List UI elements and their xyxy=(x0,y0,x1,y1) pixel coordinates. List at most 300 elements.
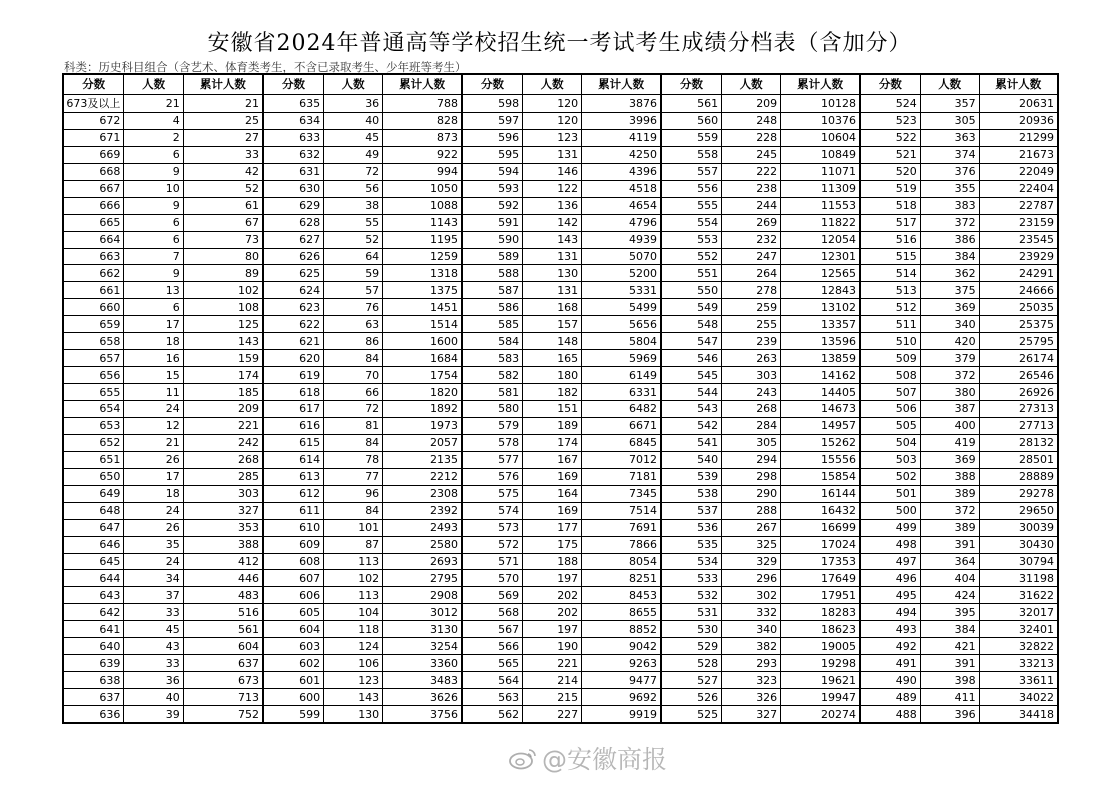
cumulative-cell: 1318 xyxy=(382,265,461,281)
table-row xyxy=(861,485,1057,502)
table-row xyxy=(463,180,660,197)
count-cell: 2 xyxy=(123,130,182,146)
score-cell: 666 xyxy=(99,199,121,213)
count-cell: 102 xyxy=(323,570,382,586)
cumulative-cell: 388 xyxy=(183,537,262,553)
count-cell: 148 xyxy=(522,333,581,349)
score-cell: 566 xyxy=(498,639,520,653)
count-cell: 238 xyxy=(721,181,780,197)
table-row xyxy=(463,654,660,671)
table-row xyxy=(64,163,262,180)
score-cell: 558 xyxy=(697,148,719,162)
score-cell: 648 xyxy=(99,504,121,518)
cumulative-cell: 353 xyxy=(183,520,262,536)
score-cell: 649 xyxy=(99,487,121,501)
table-row xyxy=(264,434,461,451)
table-header-row xyxy=(861,75,1057,95)
score-cell: 549 xyxy=(697,300,719,314)
table-row xyxy=(463,315,660,332)
count-cell: 424 xyxy=(920,587,979,603)
score-cell: 535 xyxy=(697,538,719,552)
count-cell: 395 xyxy=(920,604,979,620)
cumulative-cell: 52 xyxy=(183,181,262,197)
score-cell: 661 xyxy=(99,283,121,297)
score-cell: 631 xyxy=(299,165,321,179)
table-row xyxy=(64,637,262,654)
column-header: 人数 xyxy=(123,75,182,94)
table-row xyxy=(861,112,1057,129)
count-cell: 43 xyxy=(123,638,182,654)
cumulative-cell: 24666 xyxy=(979,282,1057,298)
count-cell: 130 xyxy=(323,706,382,722)
cumulative-cell: 23929 xyxy=(979,249,1057,265)
count-cell: 123 xyxy=(522,130,581,146)
table-row xyxy=(463,281,660,298)
score-cell: 568 xyxy=(498,605,520,619)
score-cell: 589 xyxy=(498,249,520,263)
table-row xyxy=(662,315,859,332)
score-cell: 628 xyxy=(299,216,321,230)
count-cell: 326 xyxy=(721,689,780,705)
cumulative-cell: 28132 xyxy=(979,435,1057,451)
table-row xyxy=(264,688,461,705)
cumulative-cell: 22787 xyxy=(979,198,1057,214)
table-row xyxy=(662,112,859,129)
count-cell: 4 xyxy=(123,113,182,129)
table-row xyxy=(64,231,262,248)
count-cell: 243 xyxy=(721,384,780,400)
table-row xyxy=(64,129,262,146)
count-cell: 391 xyxy=(920,655,979,671)
count-cell: 55 xyxy=(323,215,382,231)
score-cell: 580 xyxy=(498,402,520,416)
count-cell: 40 xyxy=(323,113,382,129)
cumulative-cell: 30039 xyxy=(979,520,1057,536)
count-cell: 39 xyxy=(123,706,182,722)
table-row xyxy=(264,637,461,654)
cumulative-cell: 143 xyxy=(183,333,262,349)
cumulative-cell: 32401 xyxy=(979,621,1057,637)
table-row xyxy=(264,536,461,553)
score-cell: 563 xyxy=(498,690,520,704)
score-cell: 668 xyxy=(99,165,121,179)
score-cell: 613 xyxy=(299,470,321,484)
score-cell: 501 xyxy=(895,487,917,501)
count-cell: 384 xyxy=(920,249,979,265)
cumulative-cell: 15854 xyxy=(780,469,859,485)
count-cell: 84 xyxy=(323,503,382,519)
count-cell: 45 xyxy=(323,130,382,146)
cumulative-cell: 20274 xyxy=(780,706,859,722)
score-cell: 553 xyxy=(697,233,719,247)
cumulative-cell: 6845 xyxy=(581,435,660,451)
cumulative-cell: 25795 xyxy=(979,333,1057,349)
cumulative-cell: 10376 xyxy=(780,113,859,129)
table-row xyxy=(264,112,461,129)
score-cell: 629 xyxy=(299,199,321,213)
score-cell: 634 xyxy=(299,114,321,128)
score-cell: 488 xyxy=(895,707,917,721)
cumulative-cell: 32822 xyxy=(979,638,1057,654)
cumulative-cell: 22049 xyxy=(979,164,1057,180)
table-row xyxy=(463,349,660,366)
table-row xyxy=(662,231,859,248)
cumulative-cell: 34418 xyxy=(979,706,1057,722)
count-cell: 24 xyxy=(123,401,182,417)
table-row xyxy=(264,705,461,722)
table-row xyxy=(662,400,859,417)
table-row xyxy=(264,451,461,468)
cumulative-cell: 327 xyxy=(183,503,262,519)
table-row xyxy=(64,519,262,536)
cumulative-cell: 16699 xyxy=(780,520,859,536)
score-cell: 636 xyxy=(99,707,121,721)
count-cell: 197 xyxy=(522,570,581,586)
score-cell: 590 xyxy=(498,233,520,247)
score-cell: 672 xyxy=(99,114,121,128)
column-header: 人数 xyxy=(721,75,780,94)
count-cell: 357 xyxy=(920,95,979,112)
cumulative-cell: 31198 xyxy=(979,570,1057,586)
table-row xyxy=(264,248,461,265)
cumulative-cell: 80 xyxy=(183,249,262,265)
table-row xyxy=(463,586,660,603)
table-row xyxy=(64,180,262,197)
cumulative-cell: 2493 xyxy=(382,520,461,536)
table-row xyxy=(861,637,1057,654)
cumulative-cell: 2908 xyxy=(382,587,461,603)
table-row xyxy=(662,502,859,519)
table-row xyxy=(662,468,859,485)
count-cell: 10 xyxy=(123,181,182,197)
score-cell: 637 xyxy=(99,690,121,704)
table-row xyxy=(64,485,262,502)
count-cell: 168 xyxy=(522,299,581,315)
table-row xyxy=(264,400,461,417)
cumulative-cell: 13102 xyxy=(780,299,859,315)
table-row xyxy=(861,129,1057,146)
column-header: 累计人数 xyxy=(183,75,262,94)
count-cell: 106 xyxy=(323,655,382,671)
cumulative-cell: 25035 xyxy=(979,299,1057,315)
count-cell: 59 xyxy=(323,265,382,281)
cumulative-cell: 25375 xyxy=(979,316,1057,332)
cumulative-cell: 15262 xyxy=(780,435,859,451)
cumulative-cell: 446 xyxy=(183,570,262,586)
score-cell: 564 xyxy=(498,673,520,687)
count-cell: 269 xyxy=(721,215,780,231)
count-cell: 72 xyxy=(323,401,382,417)
table-row xyxy=(463,231,660,248)
cumulative-cell: 31622 xyxy=(979,587,1057,603)
table-row xyxy=(264,332,461,349)
table-row xyxy=(861,264,1057,281)
score-cell: 644 xyxy=(99,571,121,585)
table-row xyxy=(861,315,1057,332)
table-row xyxy=(264,519,461,536)
cumulative-cell: 828 xyxy=(382,113,461,129)
score-cell: 657 xyxy=(99,351,121,365)
count-cell: 372 xyxy=(920,215,979,231)
cumulative-cell: 26926 xyxy=(979,384,1057,400)
score-cell: 617 xyxy=(299,402,321,416)
cumulative-cell: 10604 xyxy=(780,130,859,146)
count-cell: 18 xyxy=(123,333,182,349)
cumulative-cell: 7691 xyxy=(581,520,660,536)
table-row xyxy=(463,688,660,705)
table-row xyxy=(64,298,262,315)
table-row xyxy=(463,451,660,468)
table-row xyxy=(662,519,859,536)
cumulative-cell: 3012 xyxy=(382,604,461,620)
table-row xyxy=(463,603,660,620)
score-cell: 505 xyxy=(895,419,917,433)
cumulative-cell: 673 xyxy=(183,672,262,688)
score-cell: 604 xyxy=(299,622,321,636)
table-row xyxy=(662,332,859,349)
score-cell: 606 xyxy=(299,588,321,602)
table-row xyxy=(861,586,1057,603)
count-cell: 340 xyxy=(721,621,780,637)
score-cell: 510 xyxy=(895,334,917,348)
score-cell: 592 xyxy=(498,199,520,213)
count-cell: 34 xyxy=(123,570,182,586)
count-cell: 389 xyxy=(920,486,979,502)
cumulative-cell: 7514 xyxy=(581,503,660,519)
cumulative-cell: 21 xyxy=(183,95,262,112)
cumulative-cell: 4396 xyxy=(581,164,660,180)
table-row xyxy=(264,553,461,570)
score-cell: 517 xyxy=(895,216,917,230)
count-cell: 245 xyxy=(721,147,780,163)
table-row xyxy=(463,553,660,570)
cumulative-cell: 6671 xyxy=(581,418,660,434)
count-cell: 17 xyxy=(123,469,182,485)
cumulative-cell: 2693 xyxy=(382,554,461,570)
cumulative-cell: 27713 xyxy=(979,418,1057,434)
cumulative-cell: 752 xyxy=(183,706,262,722)
count-cell: 278 xyxy=(721,282,780,298)
count-cell: 298 xyxy=(721,469,780,485)
table-row xyxy=(861,146,1057,163)
cumulative-cell: 159 xyxy=(183,350,262,366)
cumulative-cell: 604 xyxy=(183,638,262,654)
table-row xyxy=(861,569,1057,586)
cumulative-cell: 3876 xyxy=(581,95,660,112)
score-cell: 609 xyxy=(299,538,321,552)
cumulative-cell: 1050 xyxy=(382,181,461,197)
cumulative-cell: 2308 xyxy=(382,486,461,502)
table-row xyxy=(861,180,1057,197)
count-cell: 131 xyxy=(522,282,581,298)
cumulative-cell: 8655 xyxy=(581,604,660,620)
count-cell: 215 xyxy=(522,689,581,705)
table-row xyxy=(662,620,859,637)
score-cell: 663 xyxy=(99,249,121,263)
column-header: 累计人数 xyxy=(581,75,660,94)
score-distribution-table xyxy=(62,73,1059,724)
score-cell: 544 xyxy=(697,385,719,399)
count-cell: 248 xyxy=(721,113,780,129)
column-header: 分数 xyxy=(878,77,902,91)
table-row xyxy=(264,620,461,637)
table-header-row xyxy=(64,75,262,95)
cumulative-cell: 26174 xyxy=(979,350,1057,366)
table-row xyxy=(264,231,461,248)
score-cell: 507 xyxy=(895,385,917,399)
cumulative-cell: 1375 xyxy=(382,282,461,298)
cumulative-cell: 14957 xyxy=(780,418,859,434)
score-cell: 542 xyxy=(697,419,719,433)
table-row xyxy=(662,298,859,315)
score-cell: 552 xyxy=(697,249,719,263)
count-cell: 101 xyxy=(323,520,382,536)
table-row xyxy=(861,705,1057,722)
count-cell: 104 xyxy=(323,604,382,620)
count-cell: 169 xyxy=(522,469,581,485)
table-row xyxy=(861,620,1057,637)
score-cell: 621 xyxy=(299,334,321,348)
score-cell: 556 xyxy=(697,182,719,196)
score-cell: 650 xyxy=(99,470,121,484)
cumulative-cell: 28501 xyxy=(979,452,1057,468)
count-cell: 6 xyxy=(123,232,182,248)
table-row xyxy=(64,315,262,332)
cumulative-cell: 242 xyxy=(183,435,262,451)
cumulative-cell: 17951 xyxy=(780,587,859,603)
column-header: 累计人数 xyxy=(382,75,461,94)
table-row xyxy=(264,671,461,688)
count-cell: 13 xyxy=(123,282,182,298)
score-cell: 532 xyxy=(697,588,719,602)
score-cell: 533 xyxy=(697,571,719,585)
cumulative-cell: 1088 xyxy=(382,198,461,214)
score-cell: 497 xyxy=(895,555,917,568)
score-cell: 490 xyxy=(895,673,917,687)
count-cell: 21 xyxy=(123,435,182,451)
count-cell: 177 xyxy=(522,520,581,536)
count-cell: 202 xyxy=(522,587,581,603)
table-row xyxy=(662,536,859,553)
table-row xyxy=(64,214,262,231)
table-row xyxy=(662,163,859,180)
cumulative-cell: 873 xyxy=(382,130,461,146)
score-cell: 651 xyxy=(99,453,121,467)
count-cell: 76 xyxy=(323,299,382,315)
count-cell: 26 xyxy=(123,452,182,468)
cumulative-cell: 14405 xyxy=(780,384,859,400)
score-cell: 633 xyxy=(299,131,321,145)
table-row xyxy=(662,671,859,688)
cumulative-cell: 2580 xyxy=(382,537,461,553)
score-cell: 559 xyxy=(697,131,719,145)
score-cell: 667 xyxy=(99,182,121,196)
table-row xyxy=(463,129,660,146)
count-cell: 329 xyxy=(721,554,780,570)
count-cell: 96 xyxy=(323,486,382,502)
column-header: 分数 xyxy=(282,77,306,91)
count-cell: 9 xyxy=(123,265,182,281)
score-cell: 548 xyxy=(697,317,719,331)
count-cell: 63 xyxy=(323,316,382,332)
count-cell: 369 xyxy=(920,452,979,468)
table-section xyxy=(64,75,262,722)
cumulative-cell: 32017 xyxy=(979,604,1057,620)
score-cell: 593 xyxy=(498,182,520,196)
table-row xyxy=(264,502,461,519)
count-cell: 396 xyxy=(920,706,979,722)
cumulative-cell: 73 xyxy=(183,232,262,248)
score-cell: 583 xyxy=(498,351,520,365)
cumulative-cell: 8453 xyxy=(581,587,660,603)
count-cell: 36 xyxy=(123,672,182,688)
count-cell: 267 xyxy=(721,520,780,536)
count-cell: 391 xyxy=(920,537,979,553)
count-cell: 340 xyxy=(920,316,979,332)
score-cell: 500 xyxy=(895,504,917,518)
cumulative-cell: 108 xyxy=(183,299,262,315)
table-row xyxy=(861,553,1057,570)
column-header: 累计人数 xyxy=(979,75,1057,94)
score-cell: 551 xyxy=(697,266,719,280)
cumulative-cell: 2212 xyxy=(382,469,461,485)
column-header: 分数 xyxy=(481,77,505,91)
table-row xyxy=(64,112,262,129)
cumulative-cell: 9919 xyxy=(581,706,660,722)
table-row xyxy=(662,383,859,400)
count-cell: 40 xyxy=(123,689,182,705)
score-cell: 576 xyxy=(498,470,520,484)
score-cell: 546 xyxy=(697,351,719,365)
count-cell: 383 xyxy=(920,198,979,214)
score-cell: 600 xyxy=(299,690,321,704)
score-cell: 515 xyxy=(895,249,917,263)
table-row xyxy=(463,468,660,485)
count-cell: 379 xyxy=(920,350,979,366)
table-row xyxy=(264,298,461,315)
score-cell: 560 xyxy=(697,114,719,128)
table-row xyxy=(662,637,859,654)
count-cell: 56 xyxy=(323,181,382,197)
score-cell: 669 xyxy=(99,148,121,162)
score-cell: 630 xyxy=(299,182,321,196)
cumulative-cell: 18283 xyxy=(780,604,859,620)
table-row xyxy=(463,620,660,637)
score-cell: 659 xyxy=(99,317,121,331)
cumulative-cell: 788 xyxy=(382,95,461,112)
count-cell: 182 xyxy=(522,384,581,400)
score-cell: 506 xyxy=(895,402,917,416)
table-row xyxy=(64,146,262,163)
table-row xyxy=(463,519,660,536)
table-row xyxy=(64,468,262,485)
count-cell: 70 xyxy=(323,367,382,383)
score-cell: 574 xyxy=(498,504,520,518)
count-cell: 214 xyxy=(522,672,581,688)
count-cell: 18 xyxy=(123,486,182,502)
count-cell: 369 xyxy=(920,299,979,315)
score-cell: 619 xyxy=(299,368,321,382)
cumulative-cell: 5969 xyxy=(581,350,660,366)
count-cell: 244 xyxy=(721,198,780,214)
cumulative-cell: 5070 xyxy=(581,249,660,265)
cumulative-cell: 13596 xyxy=(780,333,859,349)
count-cell: 332 xyxy=(721,604,780,620)
score-cell: 514 xyxy=(895,266,917,280)
count-cell: 404 xyxy=(920,570,979,586)
count-cell: 259 xyxy=(721,299,780,315)
cumulative-cell: 27 xyxy=(183,130,262,146)
